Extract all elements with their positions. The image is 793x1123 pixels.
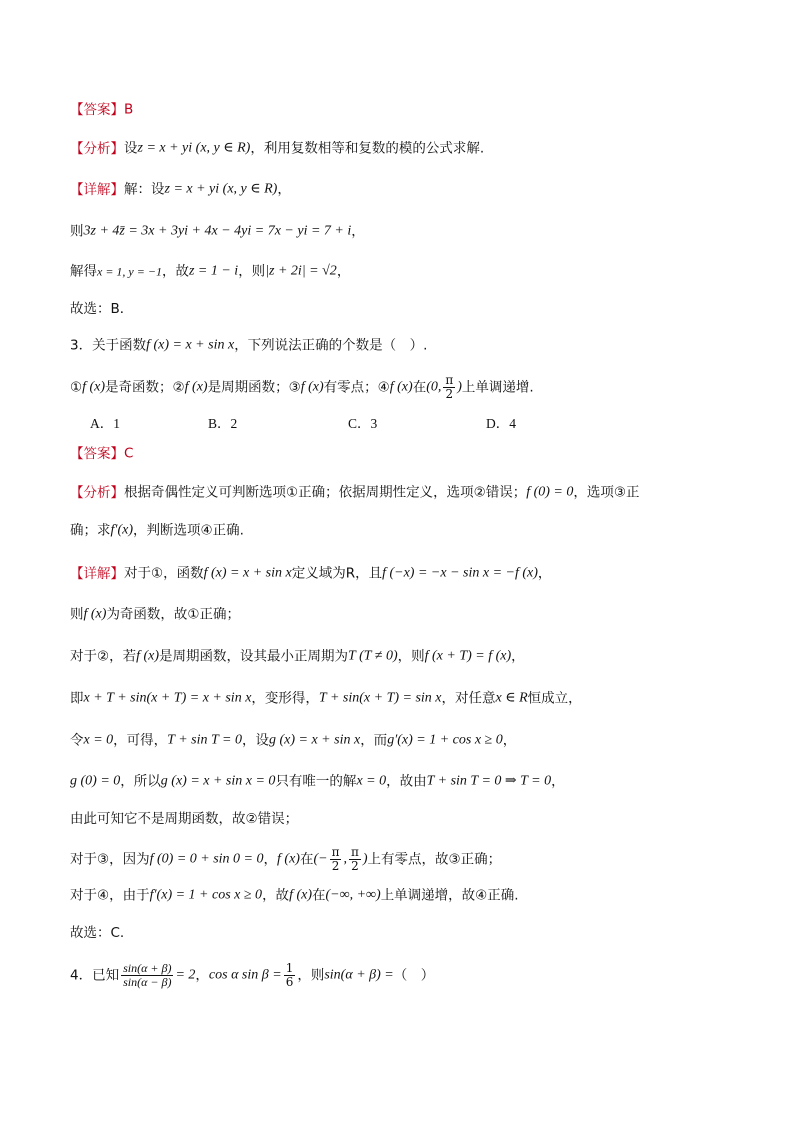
question-4: 4．已知 $\frac{\sin(\alpha + \beta)}{\sin(\alpha - \beta)}$ = 2，cos α sin β = $\frac{1}{6}$ ，则sin(α + β) =（ ）	[70, 961, 435, 989]
pi-over-2-fraction: $\frac{\pi}{2}$	[350, 845, 359, 873]
detail-q2: 【详解】解：设z = x + yi (x, y ∈ R)，	[70, 181, 291, 198]
analysis-tag: 【分析】	[70, 484, 124, 501]
detail-tag: 【详解】	[70, 565, 124, 582]
detail-q2-line1: 则3z + 4z̄ = 3x + 3yi + 4x − 4yi = 7x − yi = 7 + i，	[70, 223, 365, 240]
question-3-statements: ①f (x)是奇函数；②f (x)是周期函数；③f (x)有零点；④f (x)在(0, $\frac{\pi}{2}$ )上单调递增.	[70, 373, 534, 401]
pi-over-2-fraction: $\frac{\pi}{2}$	[331, 845, 340, 873]
answer-tag: 【答案】	[70, 445, 124, 462]
detail-q3-choice: 故选：C.	[70, 925, 125, 941]
option-c: C．3	[348, 416, 378, 431]
detail-q3-line8: 对于④，由于f′(x) = 1 + cos x ≥ 0，故f (x)在(−∞, +∞)上单调递增，故④正确.	[70, 887, 519, 904]
detail-q3-line5: g (0) = 0，所以g (x) = x + sin x = 0只有唯一的解x = 0，故由T + sin T = 0 ⇒ T = 0，	[70, 773, 565, 790]
analysis-q3-line2: 确；求f′(x)，判断选项④正确.	[70, 522, 244, 539]
answer-tag: 【答案】	[70, 101, 124, 118]
detail-q3-line1: 则f (x)为奇函数，故①正确；	[70, 606, 241, 623]
question-3: 3．关于函数f (x) = x + sin x，下列说法正确的个数是（ ）.	[70, 337, 428, 354]
analysis-q3: 【分析】根据奇偶性定义可判断选项①正确；依据周期性定义，选项②错误；f (0) = 0，选项③正	[70, 484, 640, 501]
detail-q3-line2: 对于②，若f (x)是周期函数，设其最小正周期为T (T ≠ 0)，则f (x + T) = f (x)，	[70, 648, 525, 665]
sin-ratio-fraction: $\frac{\sin(\alpha + \beta)}{\sin(\alpha - \beta)}$	[123, 961, 172, 989]
pi-over-2-fraction: $\frac{\pi}{2}$	[445, 373, 454, 401]
analysis-q2: 【分析】设z = x + yi (x, y ∈ R)，利用复数相等和复数的模的公式求解.	[70, 140, 485, 157]
detail-q2-choice: 故选：B．	[70, 301, 134, 317]
detail-q2-line2: 解得x = 1, y = −1，故z = 1 − i，则|z + 2i| = √2，	[70, 263, 351, 280]
detail-q3-line7: 对于③，因为f (0) = 0 + sin 0 = 0，f (x)在(− $\frac{\pi}{2}$ , $\frac{\pi}{2}$ )上有零点，故③正确；	[70, 845, 502, 873]
answer-q2: 【答案】B	[70, 101, 134, 118]
analysis-tag: 【分析】	[70, 140, 124, 157]
answer-q3: 【答案】C	[70, 445, 134, 462]
detail-q3-line3: 即x + T + sin(x + T) = x + sin x，变形得，T + sin(x + T) = sin x，对任意x ∈ R恒成立，	[70, 690, 582, 707]
option-d: D．4	[486, 416, 516, 431]
detail-q3-line4: 令x = 0，可得，T + sin T = 0，设g (x) = x + sin x，而g′(x) = 1 + cos x ≥ 0，	[70, 732, 517, 749]
one-sixth-fraction: $\frac{1}{6}$	[285, 961, 294, 989]
detail-tag: 【详解】	[70, 181, 124, 198]
option-b: B．2	[208, 416, 238, 431]
option-a: A．1	[90, 416, 120, 431]
detail-q3-line6: 由此可知它不是周期函数，故②错误；	[70, 811, 299, 827]
detail-q3: 【详解】对于①，函数f (x) = x + sin x定义域为R，且f (−x) = −x − sin x = −f (x)，	[70, 565, 552, 582]
